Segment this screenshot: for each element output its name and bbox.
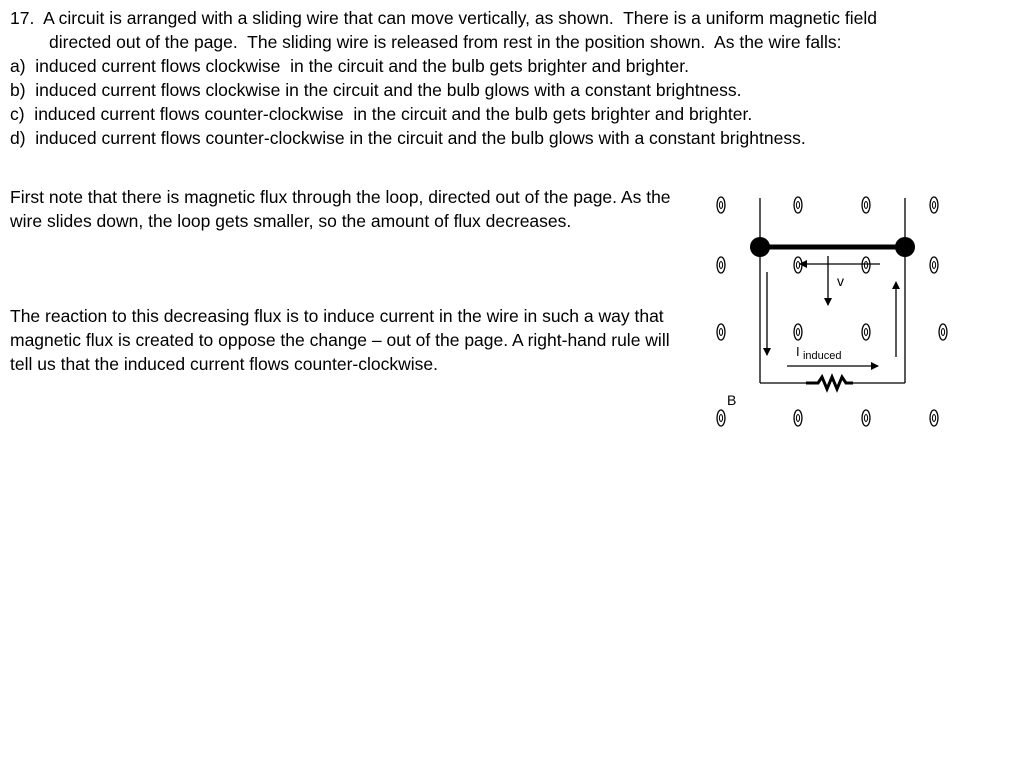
field-dot-icon bbox=[794, 410, 802, 426]
option-b: b) induced current flows clockwise in the circuit and the bulb glows with a constant brightness. bbox=[10, 80, 742, 100]
velocity-label: v bbox=[837, 273, 844, 289]
field-label: B bbox=[727, 392, 737, 408]
question-line-2: directed out of the page. The sliding wire is released from rest in the position shown. As the wire falls: bbox=[49, 32, 842, 52]
field-dot-icon bbox=[717, 324, 725, 340]
field-dot-icon bbox=[717, 410, 725, 426]
field-dot-icon bbox=[930, 197, 938, 213]
field-dot-icon bbox=[862, 197, 870, 213]
option-d: d) induced current flows counter-clockwise in the circuit and the bulb glows with a constant brightness. bbox=[10, 128, 806, 148]
left-contact bbox=[750, 237, 770, 257]
right-contact bbox=[895, 237, 915, 257]
current-label bbox=[796, 344, 842, 362]
field-dot-icon bbox=[794, 197, 802, 213]
field-dot-icon bbox=[939, 324, 947, 340]
option-c: c) induced current flows counter-clockwise in the circuit and the bulb gets brighter and brighter. bbox=[10, 104, 753, 124]
current-label-sub: induced bbox=[802, 350, 842, 362]
field-dot-icon bbox=[794, 324, 802, 340]
field-dot-icon bbox=[930, 410, 938, 426]
field-dot-icon bbox=[930, 257, 938, 273]
field-dot-icon bbox=[862, 410, 870, 426]
field-dot-icon bbox=[717, 257, 725, 273]
option-a: a) induced current flows clockwise in the circuit and the bulb gets brighter and brighter. bbox=[10, 56, 689, 76]
explanation-text-2: The reaction to this decreasing flux is to induce current in the wire in such a way that magnetic flux is created to oppose the change – out of the page. A right-hand rule will tell us that the induced current flows counter-clockwise. bbox=[10, 306, 670, 374]
question-line-1: 17. A circuit is arranged with a sliding wire that can move vertically, as shown. There is a uniform magnetic field bbox=[10, 8, 877, 28]
current-label-main: I bbox=[796, 344, 800, 359]
field-dot-icon bbox=[794, 257, 802, 273]
field-dot-icon bbox=[862, 257, 870, 273]
bulb-resistor-icon bbox=[806, 377, 853, 389]
field-dot-icon bbox=[862, 324, 870, 340]
explanation-text-1: First note that there is magnetic flux through the loop, directed out of the page. As the wire slides down, the loop gets smaller, so the amount of flux decreases. bbox=[10, 187, 671, 231]
field-symbols bbox=[717, 197, 947, 426]
field-dot-icon bbox=[717, 197, 725, 213]
